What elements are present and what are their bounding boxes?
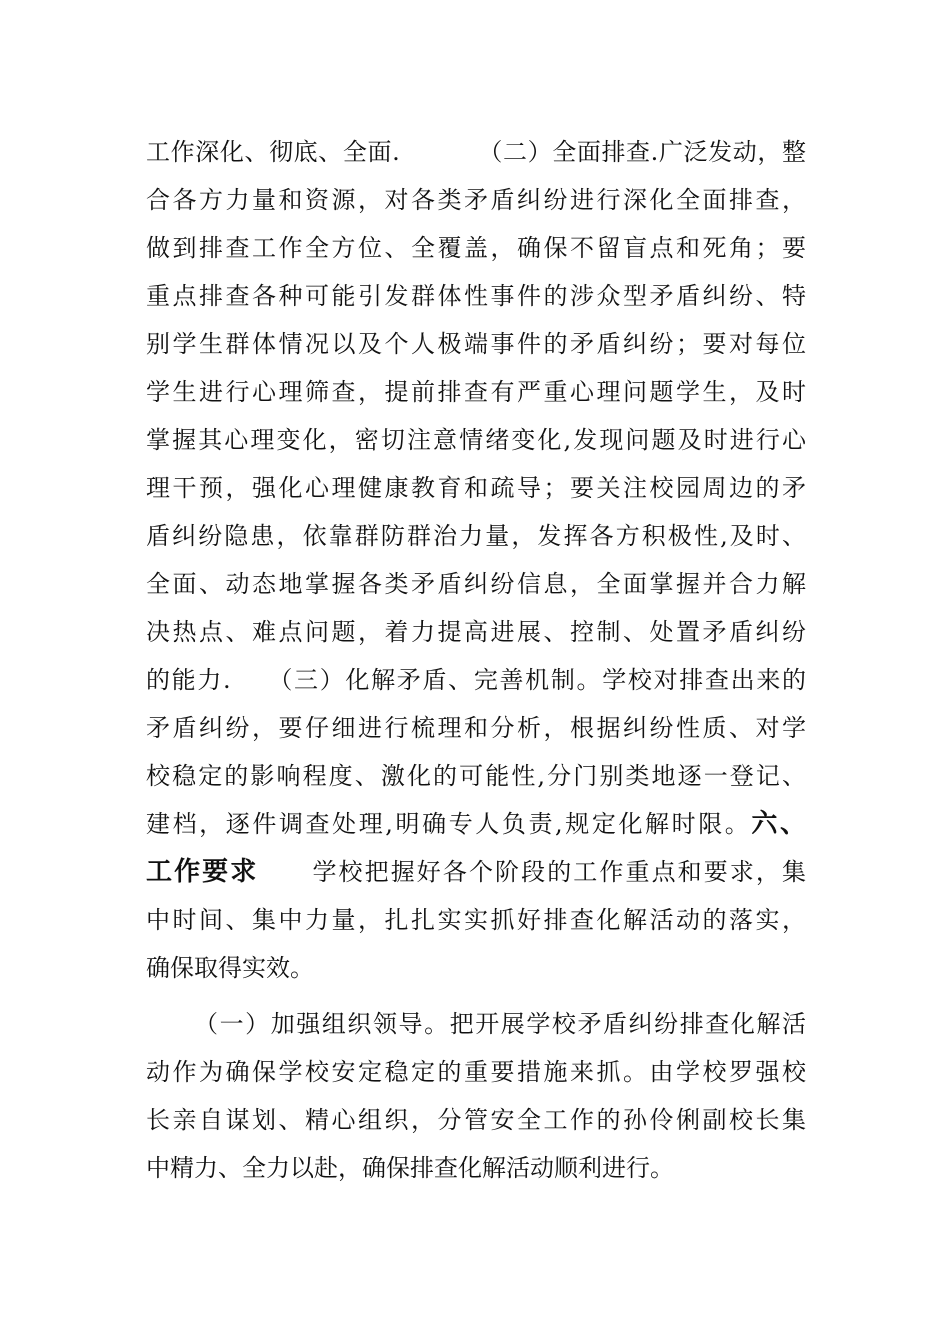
text-segment: 建档，逐件调查处理,明确专人负责,规定化解时限。 (146, 810, 752, 838)
text-line: 全面、动态地掌握各类矛盾纠纷信息，全面掌握并合力解 (146, 570, 806, 598)
text-line: 动作为确保学校安定稳定的重要措施来抓。由学校罗强校 (146, 1058, 806, 1086)
text-line: 做到排查工作全方位、全覆盖，确保不留盲点和死角；要 (146, 234, 806, 262)
text-segment: 学校把握好各个阶段的工作重点和要求，集 (310, 858, 806, 886)
text-line: 中时间、集中力量，扎扎实实抓好排查化解活动的落实， (146, 906, 806, 934)
text-line (146, 848, 806, 896)
text-line: 合各方力量和资源，对各类矛盾纠纷进行深化全面排查， (146, 186, 806, 214)
text-line (146, 800, 806, 848)
document-body (146, 128, 806, 1192)
text-line (146, 656, 806, 704)
chapter-6-number: 六、 (751, 809, 806, 839)
text-line: 理干预，强化心理健康教育和疏导；要关注校园周边的矛 (146, 474, 806, 502)
text-line: 矛盾纠纷，要仔细进行梳理和分析，根据纠纷性质、对学 (146, 714, 806, 742)
text-line: 掌握其心理变化，密切注意情绪变化,发现问题及时进行心 (146, 426, 806, 454)
text-segment: 工作深化、彻底、全面. (146, 138, 400, 166)
text-line: 校稳定的影响程度、激化的可能性,分门别类地逐一登记、 (146, 762, 806, 790)
text-line: 确保取得实效。 (146, 954, 314, 982)
text-line (146, 128, 806, 176)
chapter-6-title: 工作要求 (146, 857, 259, 887)
text-line: 别学生群体情况以及个人极端事件的矛盾纠纷；要对每位 (146, 330, 806, 358)
text-line: 重点排查各种可能引发群体性事件的涉众型矛盾纠纷、特 (146, 282, 806, 310)
text-line: 决热点、难点问题，着力提高进展、控制、处置矛盾纠纷 (146, 618, 806, 646)
text-segment: 的能力. (146, 666, 231, 694)
text-line: 长亲自谋划、精心组织，分管安全工作的孙伶俐副校长集 (146, 1106, 806, 1134)
section-2-heading: （二）全面排查.广泛发动，整 (477, 138, 806, 166)
section-3-heading: （三）化解矛盾、完善机制。学校对排查出来的 (266, 666, 806, 694)
text-line: 学生进行心理筛查，提前排查有严重心理问题学生，及时 (146, 378, 806, 406)
text-line: 盾纠纷隐患，依靠群防群治力量，发挥各方积极性,及时、 (146, 522, 806, 550)
text-line: 中精力、全力以赴，确保排查化解活动顺利进行。 (146, 1154, 674, 1182)
text-line: （一）加强组织领导。把开展学校矛盾纠纷排查化解活 (194, 1010, 806, 1038)
